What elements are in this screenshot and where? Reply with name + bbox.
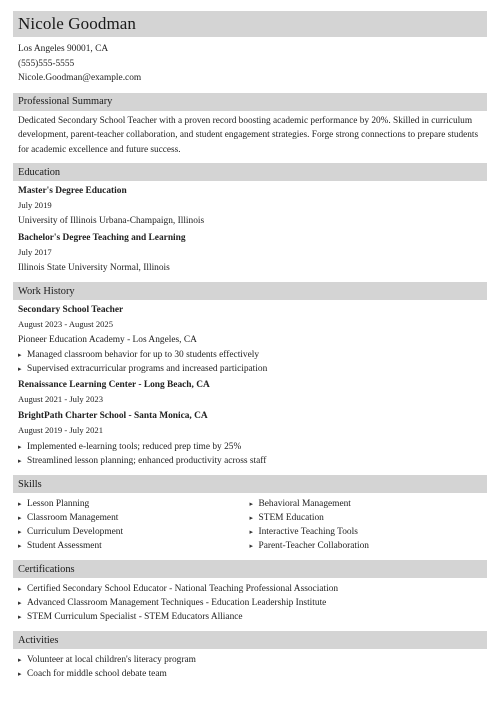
section-header-skills xyxy=(13,475,487,493)
certification-item: ▸ STEM Curriculum Specialist - STEM Educators Alliance xyxy=(18,610,481,624)
skill-item: ▸ Classroom Management xyxy=(18,511,250,525)
school-name: University of Illinois Urbana-Champaign, Illinois xyxy=(18,216,205,226)
activity-item: ▸ Volunteer at local children's literacy program xyxy=(18,653,481,667)
job-title: Secondary School Teacher xyxy=(18,305,124,315)
skills-column-right xyxy=(250,497,482,553)
contact-info xyxy=(13,42,487,86)
degree-title: Bachelor's Degree Teaching and Learning xyxy=(18,233,186,243)
job-date: August 2019 - July 2021 xyxy=(18,425,103,435)
work-entry xyxy=(18,409,481,468)
list-item: ▸ Supervised extracurricular programs and increased participation xyxy=(18,362,481,376)
skill-item: ▸ Student Assessment xyxy=(18,539,250,553)
job-title: BrightPath Charter School - Santa Monica, CA xyxy=(18,411,208,421)
contact-phone: (555)555-5555 xyxy=(18,58,75,69)
education-entry xyxy=(18,184,481,228)
list-item: ▸ Implemented e-learning tools; reduced prep time by 25% xyxy=(18,440,481,454)
work-entry xyxy=(18,378,481,406)
job-bullets xyxy=(18,440,481,468)
education-entry xyxy=(18,231,481,275)
list-item: ▸ Managed classroom behavior for up to 30 students effectively xyxy=(18,348,481,362)
skill-item: ▸ Interactive Teaching Tools xyxy=(250,525,482,539)
summary-text: Dedicated Secondary School Teacher with a proven record boosting academic performance by 20%. Skilled in curriculum development, parent-teacher collaboration, and student engagement strategies. Forge strong connections to prepare students for academic excellence and future success. xyxy=(18,115,479,155)
education-date: July 2017 xyxy=(18,247,52,257)
activities-list xyxy=(18,653,481,681)
skills-column-left xyxy=(18,497,250,553)
section-title: Education xyxy=(18,166,61,178)
list-item: ▸ Streamlined lesson planning; enhanced productivity across staff xyxy=(18,454,481,468)
contact-location: Los Angeles 90001, CA xyxy=(18,44,109,54)
section-header-work-history xyxy=(13,282,487,300)
skills-grid xyxy=(13,497,487,553)
section-header-activities xyxy=(13,631,487,649)
skill-item: ▸ Parent-Teacher Collaboration xyxy=(250,539,482,553)
job-bullets xyxy=(18,348,481,376)
certification-item: ▸ Certified Secondary School Educator - National Teaching Professional Association xyxy=(18,582,481,596)
section-header-certifications xyxy=(13,560,487,578)
certification-item: ▸ Advanced Classroom Management Techniques - Education Leadership Institute xyxy=(18,596,481,610)
section-title: Professional Summary xyxy=(18,96,113,107)
education-date: July 2019 xyxy=(18,200,52,210)
job-date: August 2023 - August 2025 xyxy=(18,319,114,329)
degree-title: Master's Degree Education xyxy=(18,186,127,196)
name-header xyxy=(13,11,487,37)
skill-item: ▸ Behavioral Management xyxy=(250,497,482,511)
candidate-name: Nicole Goodman xyxy=(18,14,137,33)
section-header-summary xyxy=(13,93,487,111)
certifications-list xyxy=(18,582,481,624)
skill-item: ▸ Lesson Planning xyxy=(18,497,250,511)
section-title: Skills xyxy=(18,478,42,490)
section-header-education xyxy=(13,163,487,181)
work-entry xyxy=(18,303,481,376)
activity-item: ▸ Coach for middle school debate team xyxy=(18,667,481,681)
skill-item: ▸ STEM Education xyxy=(250,511,482,525)
job-employer: Pioneer Education Academy - Los Angeles, CA xyxy=(18,335,197,345)
skill-item: ▸ Curriculum Development xyxy=(18,525,250,539)
school-name: Illinois State University Normal, Illinois xyxy=(18,263,170,273)
job-title: Renaissance Learning Center - Long Beach, CA xyxy=(18,380,210,390)
section-title: Certifications xyxy=(18,563,75,575)
job-date: August 2021 - July 2023 xyxy=(18,394,103,404)
section-title: Activities xyxy=(18,634,59,646)
section-title: Work History xyxy=(18,285,75,297)
contact-email: Nicole.Goodman@example.com xyxy=(18,73,142,83)
